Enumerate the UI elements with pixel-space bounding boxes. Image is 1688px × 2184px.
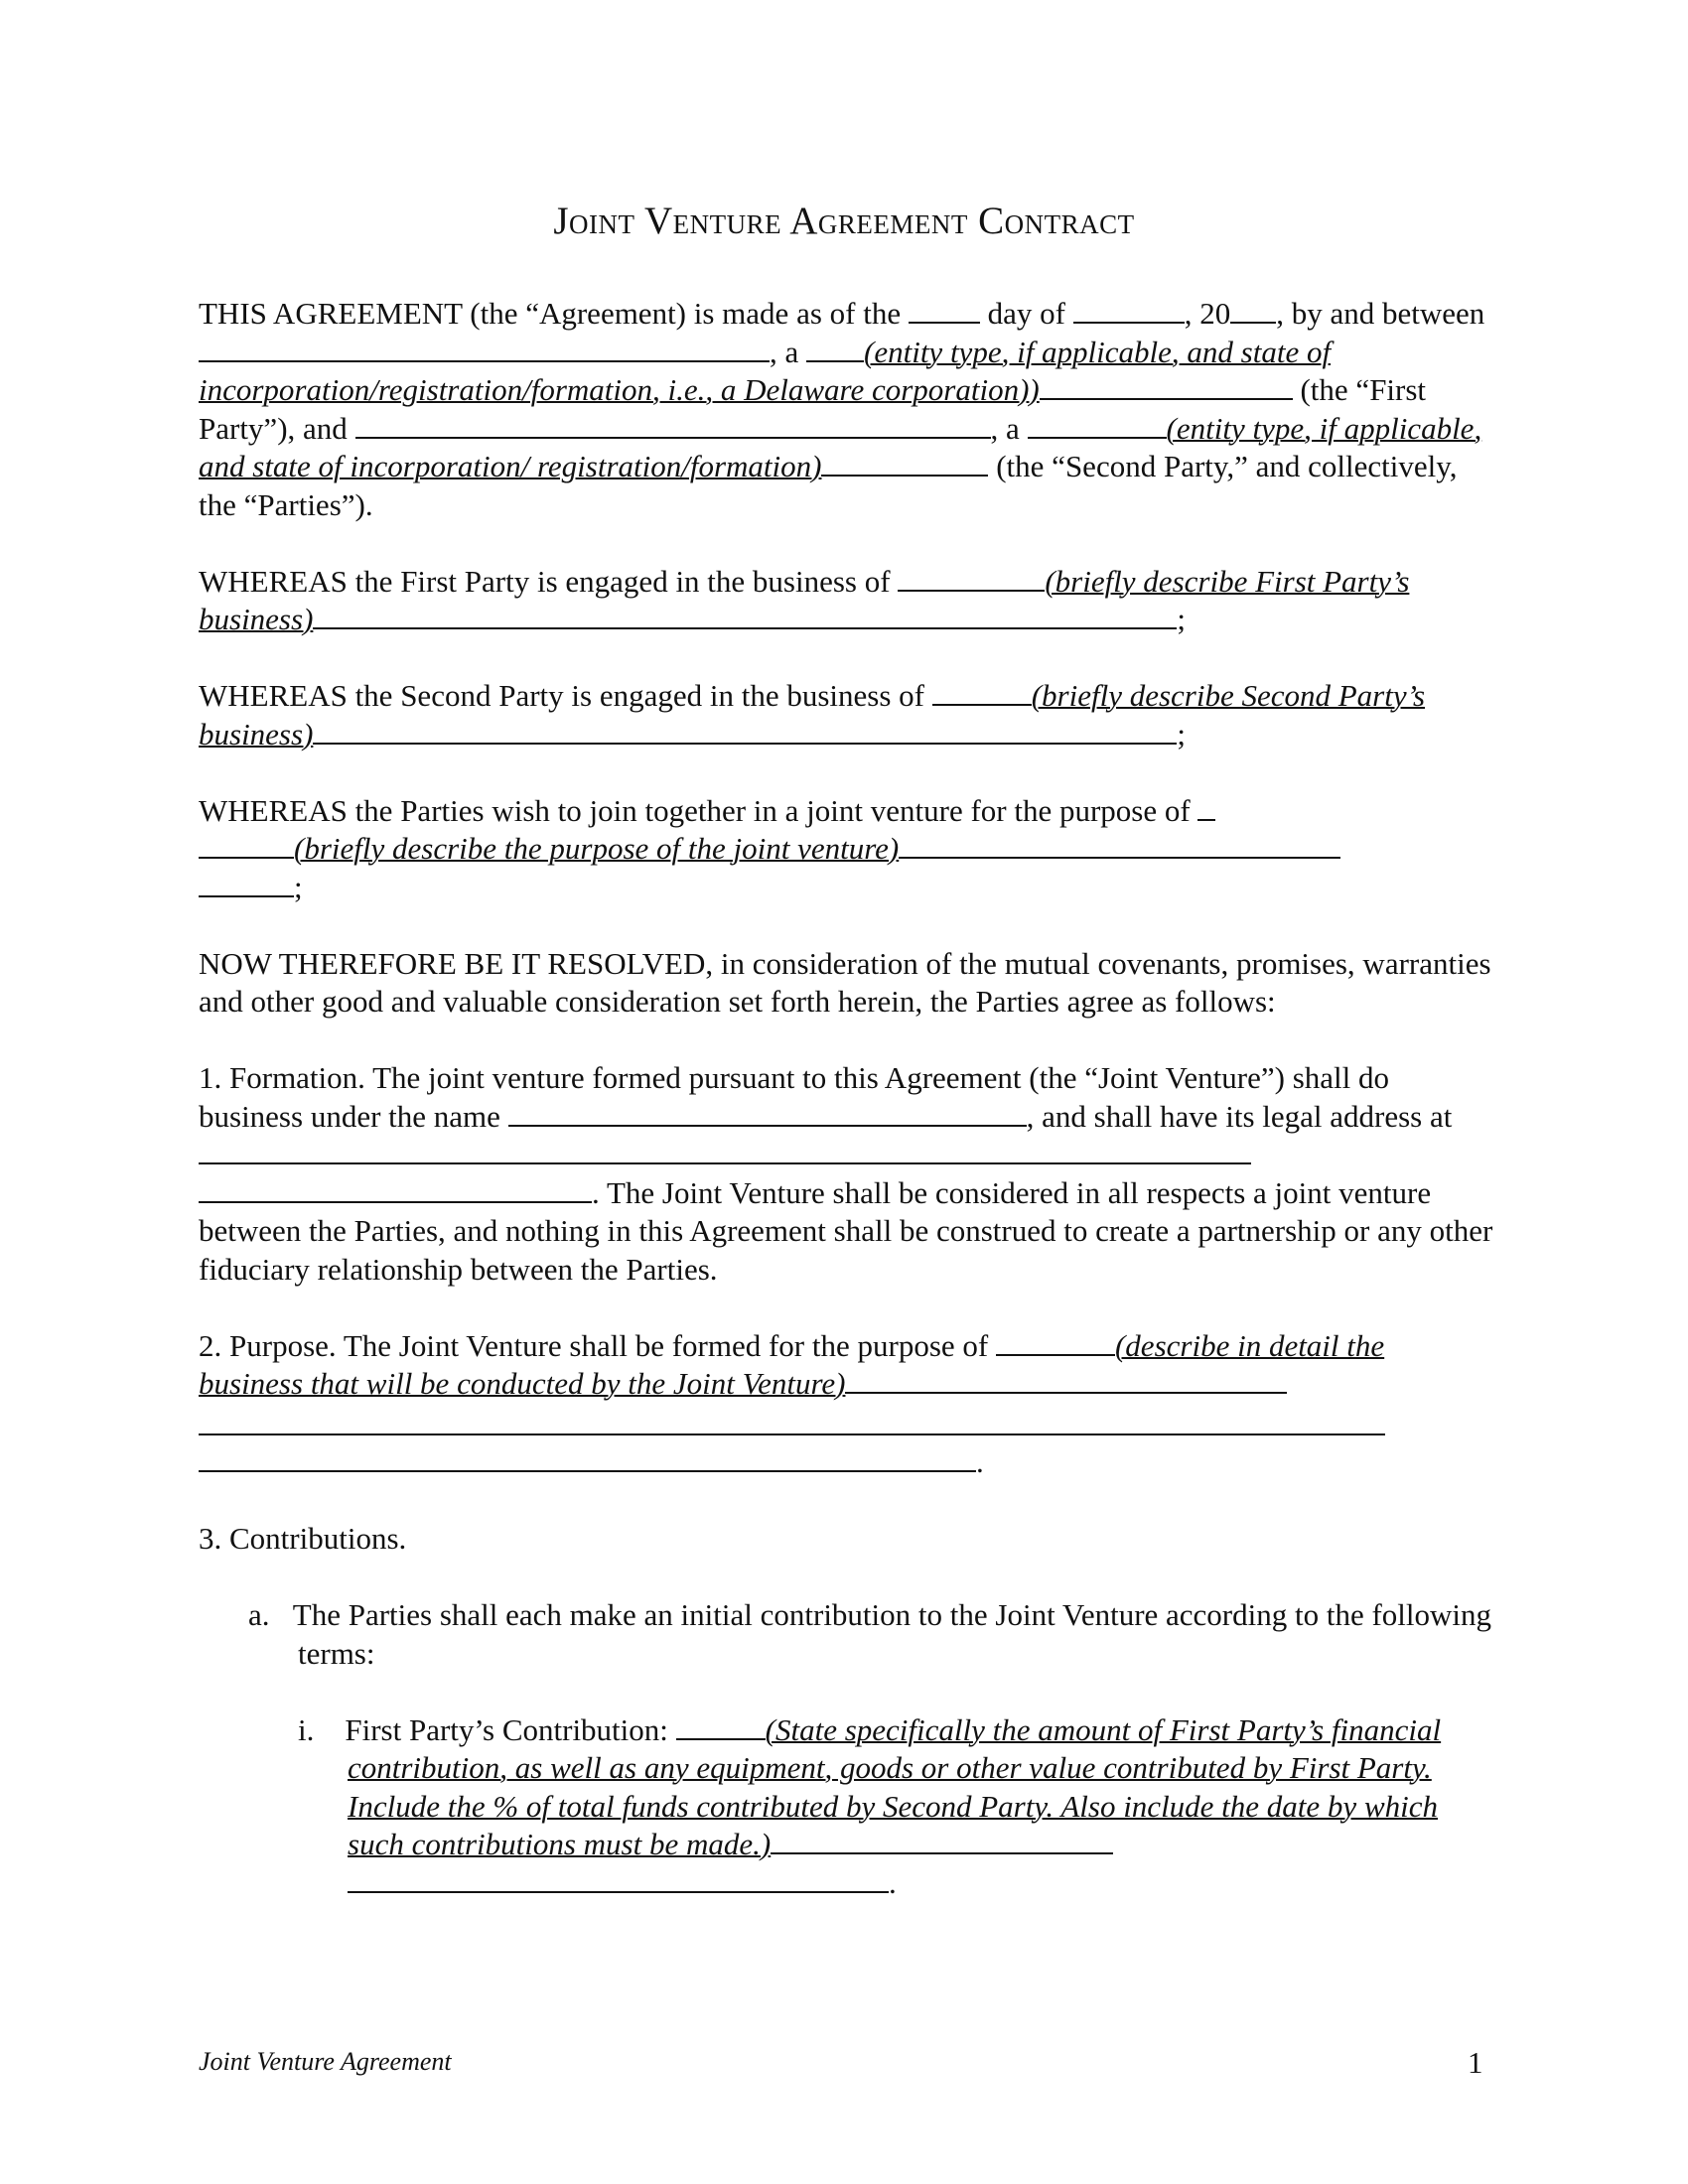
purpose-blank-end[interactable] (899, 831, 1340, 859)
second-party-entity-hint: (entity type, if applicable, and state of incorporation/ registration/formation) (199, 410, 1482, 483)
whereas-text: WHEREAS the First Party is engaged in the business of (199, 563, 899, 599)
business-detail-blank[interactable] (996, 1328, 1115, 1356)
preamble-text: , by and between (1276, 296, 1485, 331)
whereas-first-party (199, 563, 1494, 639)
section-contributions-heading: 3. Contributions. (199, 1521, 407, 1556)
second-party-entity-blank-end[interactable] (821, 449, 988, 477)
whereas-text: WHEREAS the Second Party is engaged in the business of (199, 678, 932, 713)
formation-text: , and shall have its legal address at (1026, 1098, 1453, 1134)
contribution-item-i (199, 1711, 1494, 1903)
second-party-business-blank[interactable] (932, 678, 1032, 706)
first-party-business-blank[interactable] (898, 564, 1045, 592)
first-party-contribution-blank-last[interactable] (348, 1865, 889, 1893)
purpose-blank-start[interactable] (199, 831, 294, 859)
month-blank[interactable] (1073, 296, 1185, 324)
preamble-text: , a (770, 334, 807, 369)
preamble-text: (the “First Party”), and (199, 372, 1427, 446)
whereas-end: ; (294, 869, 303, 904)
preamble-text: THIS AGREEMENT (the “Agreement) is made as of the (199, 296, 909, 331)
first-party-entity-blank-end[interactable] (1040, 372, 1293, 400)
first-party-business-blank-end[interactable] (313, 602, 1177, 629)
formation-text: 1. Formation. The joint venture formed pursuant to this Agreement (the “Joint Venture”) shall do business under the name (199, 1060, 1389, 1134)
first-party-entity-hint: (entity type, if applicable, and state of incorporation/registration/formation, i.e., a Delaware corporation)) (199, 334, 1332, 407)
contribution-item-a: a. The Parties shall each make an initial contribution to the Joint Venture according to the following terms: (248, 1597, 1492, 1671)
formation-text: . The Joint Venture shall be considered in all respects a joint venture between the Parties, and nothing in this Agreement shall be construed to create a partnership or any other fiduciary relationship between the Parties. (199, 1174, 1493, 1287)
document-body (199, 295, 1494, 1941)
footer-document-name: Joint Venture Agreement (199, 2047, 452, 2076)
whereas-purpose (199, 792, 1494, 907)
preamble-text: , a (990, 410, 1028, 446)
preamble-paragraph (199, 295, 1494, 524)
business-detail-line-last[interactable] (199, 1444, 976, 1472)
purpose-blank[interactable] (1197, 793, 1215, 821)
whereas-end: ; (1177, 602, 1187, 636)
legal-address-blank-2[interactable] (199, 1175, 592, 1203)
first-party-business-hint: (briefly describe First Party’s business) (199, 563, 1410, 636)
second-party-name-blank[interactable] (355, 411, 991, 439)
first-party-name-blank[interactable] (199, 335, 770, 362)
second-party-business-blank-end[interactable] (313, 717, 1177, 745)
second-party-entity-blank[interactable] (1028, 411, 1167, 439)
year-blank[interactable] (1230, 296, 1276, 324)
item-i-label: i. First Party’s Contribution: (298, 1711, 676, 1747)
preamble-text: (the “Second Party,” and collectively, the “Parties”). (199, 449, 1458, 522)
legal-address-blank[interactable] (199, 1137, 1251, 1164)
preamble-text: day of (979, 296, 1073, 331)
business-detail-blank-end[interactable] (845, 1366, 1287, 1394)
whereas-end: ; (1177, 716, 1187, 751)
purpose-section-end: . (976, 1444, 984, 1479)
business-detail-hint: (describe in detail the business that will be conducted by the Joint Venture) (199, 1327, 1385, 1401)
item-i-end: . (889, 1864, 897, 1900)
first-party-contribution-blank-end[interactable] (771, 1827, 1113, 1854)
preamble-text: , 20 (1184, 296, 1231, 331)
purpose-blank-last[interactable] (199, 870, 294, 897)
section-formation (199, 1059, 1494, 1289)
whereas-text: WHEREAS the Parties wish to join together in a joint venture for the purpose of (199, 792, 1198, 828)
purpose-hint: (briefly describe the purpose of the joint venture) (294, 831, 900, 866)
purpose-section-text: 2. Purpose. The Joint Venture shall be formed for the purpose of (199, 1327, 996, 1363)
venture-name-blank[interactable] (508, 1099, 1027, 1127)
first-party-contribution-hint: (State specifically the amount of First Party’s financial contribution, as well as any equipment, goods or other value contributed by First Party. Include the % of total funds contributed by Second Party. Also include the date by which such contributions must be made.) (348, 1711, 1442, 1861)
business-detail-line[interactable] (199, 1404, 1385, 1435)
page-number: 1 (1468, 2045, 1483, 2080)
whereas-second-party (199, 677, 1494, 753)
second-party-business-hint: (briefly describe Second Party’s business) (199, 678, 1426, 751)
first-party-entity-blank[interactable] (806, 335, 864, 362)
day-blank[interactable] (909, 296, 980, 324)
resolved-paragraph: NOW THEREFORE BE IT RESOLVED, in consideration of the mutual covenants, promises, warranties and other good and valuable consideration set forth herein, the Parties agree as follows: (199, 945, 1491, 1019)
section-purpose (199, 1327, 1494, 1482)
first-party-contribution-blank[interactable] (676, 1712, 766, 1740)
document-title: Joint Venture Agreement Contract (553, 200, 1135, 242)
